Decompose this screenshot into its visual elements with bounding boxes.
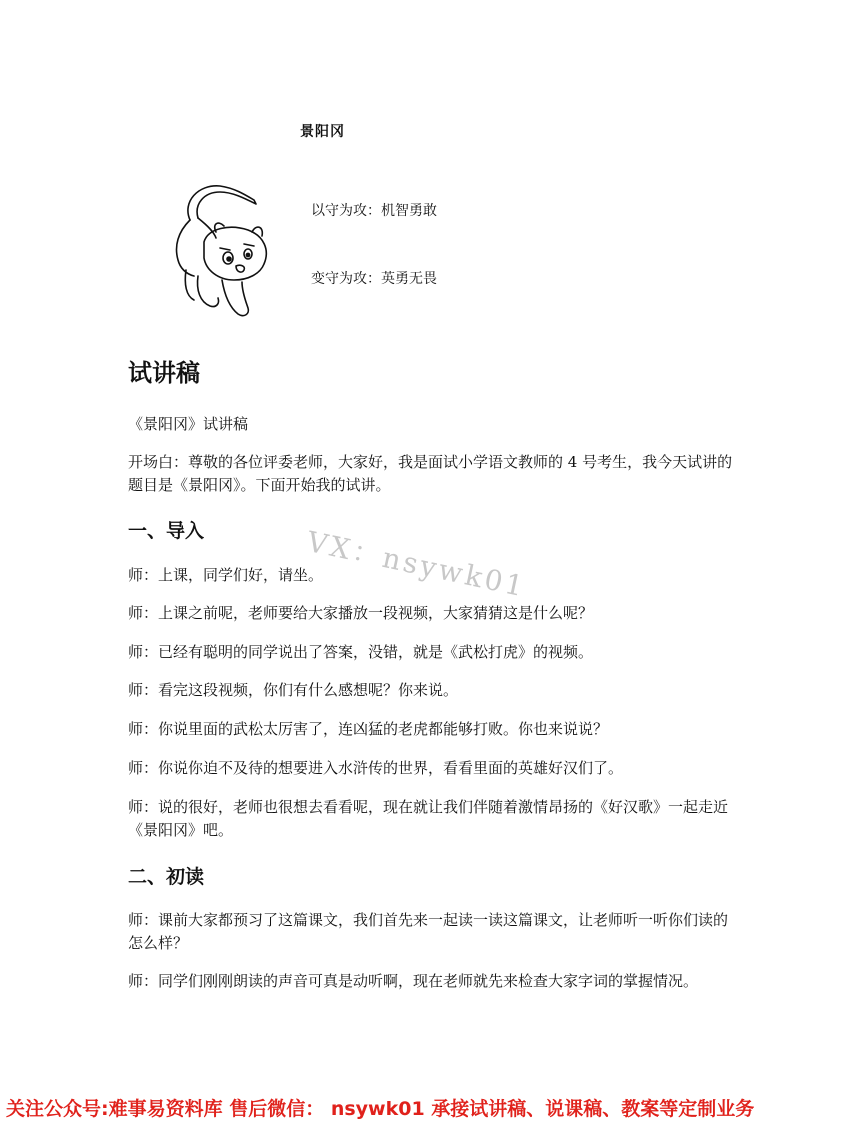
section-firstread-heading: 二、初读 — [128, 866, 205, 888]
page-title: 景阳冈 — [300, 124, 345, 140]
watermark: VX：nsywk01 — [304, 524, 530, 604]
script-heading: 试讲稿 — [128, 359, 200, 387]
script-subtitle: 《景阳冈》试讲稿 — [128, 415, 249, 433]
section-intro-heading: 一、导入 — [128, 520, 205, 542]
intro-line: 师：上课，同学们好，请坐。 — [128, 566, 324, 584]
opening-paragraph: 开场白：尊敬的各位评委老师，大家好，我是面试小学语文教师的 4 号考生，我今天试讲的题目是《景阳冈》。下面开始我的试讲。 — [128, 453, 733, 494]
intro-line: 师：你说你迫不及待的想要进入水浒传的世界，看看里面的英雄好汉们了。 — [128, 759, 624, 777]
firstread-line: 师：同学们刚刚朗读的声音可真是动听啊，现在老师就先来检查大家字词的掌握情况。 — [128, 972, 699, 990]
intro-line: 师：看完这段视频，你们有什么感想呢？你来说。 — [128, 681, 459, 699]
intro-line: 师：上课之前呢，老师要给大家播放一段视频，大家猜猜这是什么呢？ — [128, 604, 594, 622]
point-offense: 变守为攻：英勇无畏 — [311, 271, 437, 287]
firstread-line: 师：课前大家都预习了这篇课文，我们首先来一起读一读这篇课文，让老师听一听你们读的怎么样？ — [128, 911, 729, 952]
point-defense: 以守为攻：机智勇敢 — [311, 203, 437, 219]
intro-line: 师：你说里面的武松太厉害了，连凶猛的老虎都能够打败。你也来说说？ — [128, 720, 609, 738]
footer-banner: 关注公众号:难事易资料库 售后微信： nsywk01 承接试讲稿、说课稿、教案等定制业务 — [6, 1098, 755, 1120]
intro-line: 师：说的很好，老师也很想去看看呢，现在就让我们伴随着激情昂扬的《好汉歌》一起走近《景阳冈》吧。 — [128, 798, 729, 839]
tiger-illustration — [168, 180, 280, 320]
intro-line: 师：已经有聪明的同学说出了答案，没错，就是《武松打虎》的视频。 — [128, 643, 594, 661]
